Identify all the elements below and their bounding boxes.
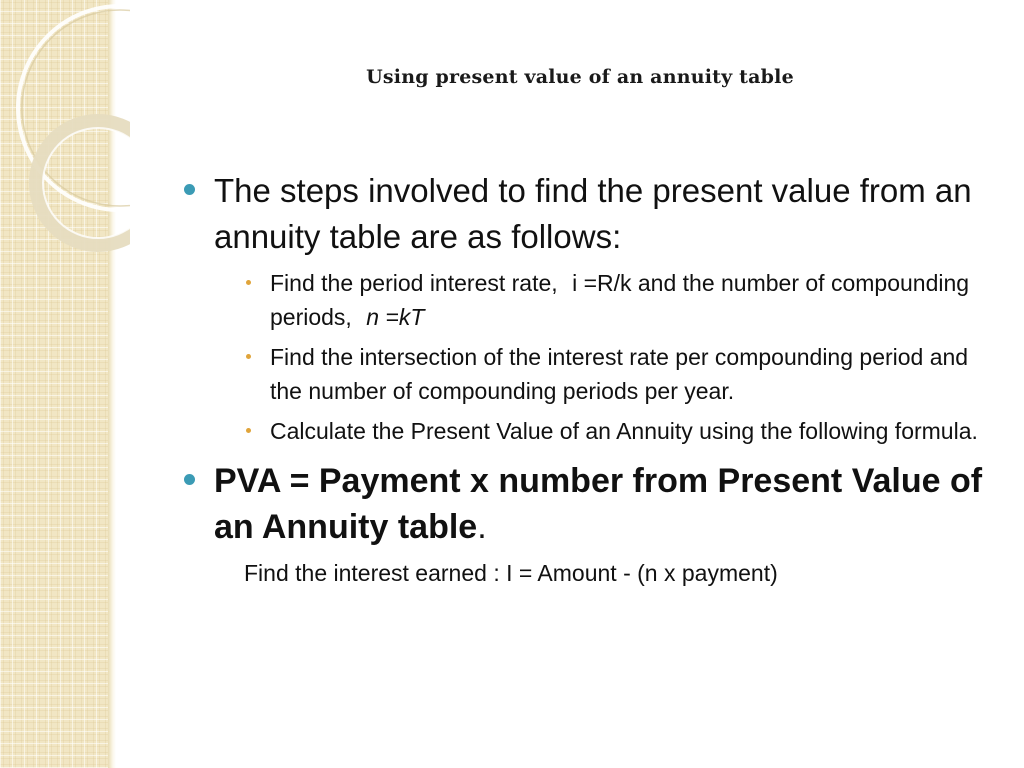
list-item <box>180 266 1000 334</box>
bullet-dot-icon <box>184 474 195 485</box>
list-item <box>180 414 1000 448</box>
sub-bullet-dot-icon <box>246 280 251 285</box>
step3-text: Calculate the Present Value of an Annuity using the following formula. <box>270 418 978 444</box>
bullet-steps <box>180 168 1000 260</box>
pva-formula-period: . <box>477 508 487 546</box>
interest-earned-note: Find the interest earned : I = Amount - (n x payment) <box>244 560 778 586</box>
slide-body <box>180 168 1000 590</box>
sub-bullet-dot-icon <box>246 428 251 433</box>
steps-list <box>180 266 1000 448</box>
list-item <box>180 340 1000 408</box>
pva-formula-text: PVA = Payment x number from Present Value of an Annuity table <box>214 462 983 546</box>
step1-text-b: and the number of compounding periods, <box>270 270 970 330</box>
sub-bullet-dot-icon <box>246 354 251 359</box>
decorative-circles <box>0 0 130 270</box>
step2-text: Find the intersection of the interest rate per compounding period and the number of compounding periods per year. <box>270 344 969 404</box>
bullet-steps-text: The steps involved to find the present value from an annuity table are as follows: <box>214 172 972 255</box>
bullet-dot-icon <box>184 184 195 195</box>
slide-title: Using present value of an annuity table <box>366 66 794 88</box>
step1-formula-b: n =kT <box>366 304 425 330</box>
step1-text-a: Find the period interest rate, <box>270 270 558 296</box>
bullet-pva-formula <box>180 458 1000 550</box>
step1-formula-a: i =R/k <box>572 270 632 296</box>
